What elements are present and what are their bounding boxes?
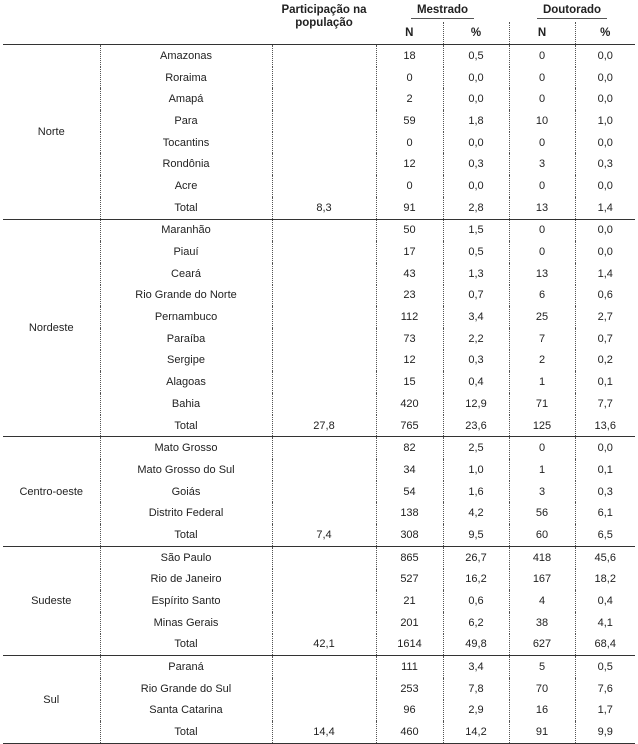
region-name: Sul bbox=[3, 656, 100, 744]
mestrado-pct-cell: 2,2 bbox=[443, 328, 509, 350]
table-body bbox=[3, 45, 635, 744]
participacao-cell bbox=[272, 590, 376, 612]
table-row bbox=[3, 546, 635, 568]
doutorado-n-cell: 418 bbox=[509, 546, 575, 568]
mestrado-pct-cell: 0,7 bbox=[443, 285, 509, 307]
doutorado-pct-cell: 0,1 bbox=[597, 463, 613, 476]
header-doutorado-label: Doutorado bbox=[537, 4, 607, 19]
doutorado-n-cell: 0 bbox=[509, 67, 575, 89]
state-name: Tocantins bbox=[100, 132, 272, 154]
header-doutorado-n: N bbox=[509, 22, 575, 45]
mestrado-pct-cell: 0,5 bbox=[443, 241, 509, 263]
header-mestrado bbox=[376, 0, 509, 22]
total-doutorado-pct: 1,4 bbox=[575, 197, 635, 219]
doutorado-n-cell: 0 bbox=[509, 88, 575, 110]
state-name: Para bbox=[100, 110, 272, 132]
doutorado-n-cell: 7 bbox=[509, 328, 575, 350]
doutorado-pct-cell: 0,2 bbox=[597, 354, 613, 367]
mestrado-n-cell: 34 bbox=[376, 459, 443, 481]
participacao-cell bbox=[272, 502, 376, 524]
doutorado-pct-cell: 0,4 bbox=[597, 595, 613, 608]
mestrado-pct-cell: 0,6 bbox=[443, 590, 509, 612]
total-doutorado-pct: 6,5 bbox=[575, 524, 635, 546]
doutorado-pct-cell: 0,1 bbox=[597, 376, 613, 389]
state-name: Amazonas bbox=[100, 45, 272, 67]
doutorado-n-cell: 1 bbox=[509, 371, 575, 393]
mestrado-pct-cell: 4,2 bbox=[443, 502, 509, 524]
mestrado-n-cell: 50 bbox=[376, 219, 443, 241]
mestrado-pct-cell: 2,9 bbox=[443, 700, 509, 722]
state-name: Santa Catarina bbox=[100, 700, 272, 722]
participacao-cell bbox=[272, 263, 376, 285]
participacao-cell bbox=[272, 110, 376, 132]
doutorado-n-cell: 25 bbox=[509, 306, 575, 328]
participacao-cell bbox=[272, 45, 376, 67]
participacao-cell bbox=[272, 350, 376, 372]
doutorado-pct-cell: 0,5 bbox=[597, 661, 613, 674]
header-mestrado-n: N bbox=[376, 22, 443, 45]
total-mestrado-pct: 9,5 bbox=[443, 524, 509, 546]
mestrado-n-cell: 54 bbox=[376, 481, 443, 503]
region-name: Norte bbox=[3, 45, 100, 220]
mestrado-n-cell: 112 bbox=[376, 306, 443, 328]
doutorado-n-cell: 4 bbox=[509, 590, 575, 612]
participacao-cell bbox=[272, 481, 376, 503]
mestrado-n-cell: 2 bbox=[376, 88, 443, 110]
participacao-cell bbox=[272, 132, 376, 154]
doutorado-pct-cell: 0,0 bbox=[597, 49, 613, 62]
region-name: Nordeste bbox=[3, 219, 100, 437]
mestrado-pct-cell: 6,2 bbox=[443, 612, 509, 634]
region-name: Sudeste bbox=[3, 546, 100, 655]
doutorado-pct-cell: 1,4 bbox=[597, 267, 613, 280]
doutorado-n-cell: 167 bbox=[509, 569, 575, 591]
mestrado-n-cell: 201 bbox=[376, 612, 443, 634]
mestrado-n-cell: 82 bbox=[376, 437, 443, 459]
mestrado-n-cell: 527 bbox=[376, 569, 443, 591]
doutorado-pct-cell: 0,3 bbox=[597, 158, 613, 171]
mestrado-n-cell: 0 bbox=[376, 175, 443, 197]
state-name: Mato Grosso do Sul bbox=[100, 459, 272, 481]
participacao-cell bbox=[272, 219, 376, 241]
participacao-cell bbox=[272, 306, 376, 328]
mestrado-n-cell: 21 bbox=[376, 590, 443, 612]
participacao-cell bbox=[272, 241, 376, 263]
table-row bbox=[3, 219, 635, 241]
mestrado-pct-cell: 0,3 bbox=[443, 153, 509, 175]
state-name: Roraima bbox=[100, 67, 272, 89]
total-mestrado-n: 460 bbox=[376, 721, 443, 743]
doutorado-pct-cell: 0,7 bbox=[597, 332, 613, 345]
doutorado-pct-cell: 45,6 bbox=[594, 551, 616, 564]
state-name: Sergipe bbox=[100, 350, 272, 372]
participacao-cell bbox=[272, 569, 376, 591]
state-name: Bahia bbox=[100, 393, 272, 415]
participacao-cell bbox=[272, 678, 376, 700]
doutorado-pct-cell: 2,7 bbox=[597, 311, 613, 324]
doutorado-pct-cell: 7,7 bbox=[597, 397, 613, 410]
mestrado-n-cell: 96 bbox=[376, 700, 443, 722]
participacao-cell bbox=[272, 656, 376, 678]
mestrado-pct-cell: 3,4 bbox=[443, 656, 509, 678]
header-blank bbox=[100, 22, 272, 45]
participacao-cell bbox=[272, 175, 376, 197]
state-name: Goiás bbox=[100, 481, 272, 503]
mestrado-pct-cell: 0,5 bbox=[443, 45, 509, 67]
doutorado-pct-cell: 1,0 bbox=[597, 114, 613, 127]
doutorado-n-cell: 70 bbox=[509, 678, 575, 700]
total-mestrado-n: 91 bbox=[376, 197, 443, 219]
state-name: Pernambuco bbox=[100, 306, 272, 328]
mestrado-n-cell: 15 bbox=[376, 371, 443, 393]
state-name: Ceará bbox=[100, 263, 272, 285]
total-doutorado-n: 60 bbox=[509, 524, 575, 546]
doutorado-pct-cell: 0,0 bbox=[597, 246, 613, 259]
mestrado-pct-cell: 0,4 bbox=[443, 371, 509, 393]
header-mestrado-pct: % bbox=[443, 22, 509, 45]
mestrado-n-cell: 0 bbox=[376, 132, 443, 154]
total-doutorado-n: 91 bbox=[509, 721, 575, 743]
doutorado-pct-cell: 6,1 bbox=[597, 507, 613, 520]
doutorado-pct-cell: 0,0 bbox=[597, 224, 613, 237]
state-name: Espírito Santo bbox=[100, 590, 272, 612]
total-doutorado-n: 125 bbox=[509, 415, 575, 437]
participacao-value: 7,4 bbox=[272, 524, 376, 546]
mestrado-pct-cell: 0,0 bbox=[443, 132, 509, 154]
mestrado-n-cell: 73 bbox=[376, 328, 443, 350]
doutorado-pct-cell: 0,3 bbox=[597, 485, 613, 498]
doutorado-n-cell: 0 bbox=[509, 437, 575, 459]
participacao-cell bbox=[272, 153, 376, 175]
doutorado-n-cell: 5 bbox=[509, 656, 575, 678]
header-blank bbox=[100, 0, 272, 22]
regional-table bbox=[3, 0, 635, 744]
state-name: Paraná bbox=[100, 656, 272, 678]
doutorado-n-cell: 0 bbox=[509, 132, 575, 154]
table-header bbox=[3, 0, 635, 45]
doutorado-pct-cell: 4,1 bbox=[597, 616, 613, 629]
total-mestrado-pct: 23,6 bbox=[443, 415, 509, 437]
state-name: Distrito Federal bbox=[100, 502, 272, 524]
doutorado-n-cell: 0 bbox=[509, 175, 575, 197]
mestrado-n-cell: 253 bbox=[376, 678, 443, 700]
mestrado-n-cell: 12 bbox=[376, 153, 443, 175]
participacao-value: 14,4 bbox=[272, 721, 376, 743]
state-name: Mato Grosso bbox=[100, 437, 272, 459]
mestrado-n-cell: 18 bbox=[376, 45, 443, 67]
participacao-cell bbox=[272, 459, 376, 481]
total-mestrado-n: 1614 bbox=[376, 634, 443, 656]
doutorado-pct-cell: 18,2 bbox=[594, 573, 616, 586]
doutorado-n-cell: 3 bbox=[509, 481, 575, 503]
participacao-cell bbox=[272, 371, 376, 393]
doutorado-pct-cell: 0,0 bbox=[597, 136, 613, 149]
doutorado-n-cell: 16 bbox=[509, 700, 575, 722]
mestrado-pct-cell: 1,0 bbox=[443, 459, 509, 481]
total-doutorado-pct: 68,4 bbox=[575, 634, 635, 656]
mestrado-n-cell: 420 bbox=[376, 393, 443, 415]
mestrado-pct-cell: 0,3 bbox=[443, 350, 509, 372]
total-doutorado-pct: 13,6 bbox=[575, 415, 635, 437]
mestrado-pct-cell: 3,4 bbox=[443, 306, 509, 328]
doutorado-n-cell: 56 bbox=[509, 502, 575, 524]
mestrado-n-cell: 0 bbox=[376, 67, 443, 89]
participacao-cell bbox=[272, 393, 376, 415]
participacao-cell bbox=[272, 285, 376, 307]
total-label: Total bbox=[100, 197, 272, 219]
doutorado-pct-cell: 0,0 bbox=[597, 179, 613, 192]
doutorado-pct-cell: 0,0 bbox=[597, 71, 613, 84]
doutorado-n-cell: 6 bbox=[509, 285, 575, 307]
participacao-cell bbox=[272, 546, 376, 568]
total-mestrado-n: 308 bbox=[376, 524, 443, 546]
mestrado-n-cell: 12 bbox=[376, 350, 443, 372]
doutorado-n-cell: 3 bbox=[509, 153, 575, 175]
doutorado-n-cell: 2 bbox=[509, 350, 575, 372]
mestrado-n-cell: 138 bbox=[376, 502, 443, 524]
mestrado-pct-cell: 7,8 bbox=[443, 678, 509, 700]
header-doutorado-pct: % bbox=[575, 22, 635, 45]
state-name: Rio de Janeiro bbox=[100, 569, 272, 591]
doutorado-pct-cell: 7,6 bbox=[597, 682, 613, 695]
table-row bbox=[3, 656, 635, 678]
state-name: Rondônia bbox=[100, 153, 272, 175]
total-label: Total bbox=[100, 634, 272, 656]
state-name: Amapá bbox=[100, 88, 272, 110]
mestrado-n-cell: 17 bbox=[376, 241, 443, 263]
state-name: Paraíba bbox=[100, 328, 272, 350]
mestrado-pct-cell: 0,0 bbox=[443, 175, 509, 197]
participacao-value: 8,3 bbox=[272, 197, 376, 219]
mestrado-pct-cell: 26,7 bbox=[443, 546, 509, 568]
total-mestrado-pct: 14,2 bbox=[443, 721, 509, 743]
mestrado-pct-cell: 1,6 bbox=[443, 481, 509, 503]
total-mestrado-pct: 2,8 bbox=[443, 197, 509, 219]
state-name: Maranhão bbox=[100, 219, 272, 241]
total-doutorado-pct: 9,9 bbox=[575, 721, 635, 743]
doutorado-n-cell: 1 bbox=[509, 459, 575, 481]
table-row bbox=[3, 437, 635, 459]
doutorado-n-cell: 0 bbox=[509, 45, 575, 67]
total-doutorado-n: 627 bbox=[509, 634, 575, 656]
doutorado-n-cell: 10 bbox=[509, 110, 575, 132]
mestrado-n-cell: 865 bbox=[376, 546, 443, 568]
mestrado-pct-cell: 0,0 bbox=[443, 88, 509, 110]
total-label: Total bbox=[100, 524, 272, 546]
doutorado-n-cell: 13 bbox=[509, 263, 575, 285]
doutorado-pct-cell: 0,0 bbox=[597, 93, 613, 106]
mestrado-n-cell: 59 bbox=[376, 110, 443, 132]
mestrado-pct-cell: 12,9 bbox=[443, 393, 509, 415]
mestrado-pct-cell: 1,5 bbox=[443, 219, 509, 241]
header-doutorado bbox=[509, 0, 635, 22]
doutorado-n-cell: 0 bbox=[509, 219, 575, 241]
participacao-cell bbox=[272, 700, 376, 722]
mestrado-pct-cell: 2,5 bbox=[443, 437, 509, 459]
participacao-cell bbox=[272, 67, 376, 89]
doutorado-pct-cell: 0,6 bbox=[597, 289, 613, 302]
table-row bbox=[3, 45, 635, 67]
doutorado-pct-cell: 0,0 bbox=[597, 442, 613, 455]
total-label: Total bbox=[100, 721, 272, 743]
doutorado-n-cell: 71 bbox=[509, 393, 575, 415]
state-name: São Paulo bbox=[100, 546, 272, 568]
mestrado-pct-cell: 0,0 bbox=[443, 67, 509, 89]
header-blank bbox=[3, 0, 100, 22]
header-participacao-label: Participação na população bbox=[281, 4, 367, 29]
participacao-cell bbox=[272, 328, 376, 350]
header-participacao bbox=[272, 0, 376, 45]
total-mestrado-n: 765 bbox=[376, 415, 443, 437]
participacao-cell bbox=[272, 612, 376, 634]
region-name: Centro-oeste bbox=[3, 437, 100, 546]
doutorado-n-cell: 0 bbox=[509, 241, 575, 263]
mestrado-n-cell: 111 bbox=[376, 656, 443, 678]
header-mestrado-label: Mestrado bbox=[411, 4, 474, 19]
mestrado-n-cell: 43 bbox=[376, 263, 443, 285]
header-blank bbox=[3, 22, 100, 45]
state-name: Alagoas bbox=[100, 371, 272, 393]
participacao-cell bbox=[272, 88, 376, 110]
mestrado-pct-cell: 16,2 bbox=[443, 569, 509, 591]
mestrado-pct-cell: 1,8 bbox=[443, 110, 509, 132]
doutorado-n-cell: 38 bbox=[509, 612, 575, 634]
mestrado-n-cell: 23 bbox=[376, 285, 443, 307]
state-name: Minas Gerais bbox=[100, 612, 272, 634]
total-mestrado-pct: 49,8 bbox=[443, 634, 509, 656]
state-name: Rio Grande do Norte bbox=[100, 285, 272, 307]
participacao-value: 42,1 bbox=[272, 634, 376, 656]
mestrado-pct-cell: 1,3 bbox=[443, 263, 509, 285]
participacao-value: 27,8 bbox=[272, 415, 376, 437]
state-name: Piauí bbox=[100, 241, 272, 263]
total-label: Total bbox=[100, 415, 272, 437]
participacao-cell bbox=[272, 437, 376, 459]
doutorado-pct-cell: 1,7 bbox=[597, 704, 613, 717]
total-doutorado-n: 13 bbox=[509, 197, 575, 219]
state-name: Acre bbox=[100, 175, 272, 197]
state-name: Rio Grande do Sul bbox=[100, 678, 272, 700]
